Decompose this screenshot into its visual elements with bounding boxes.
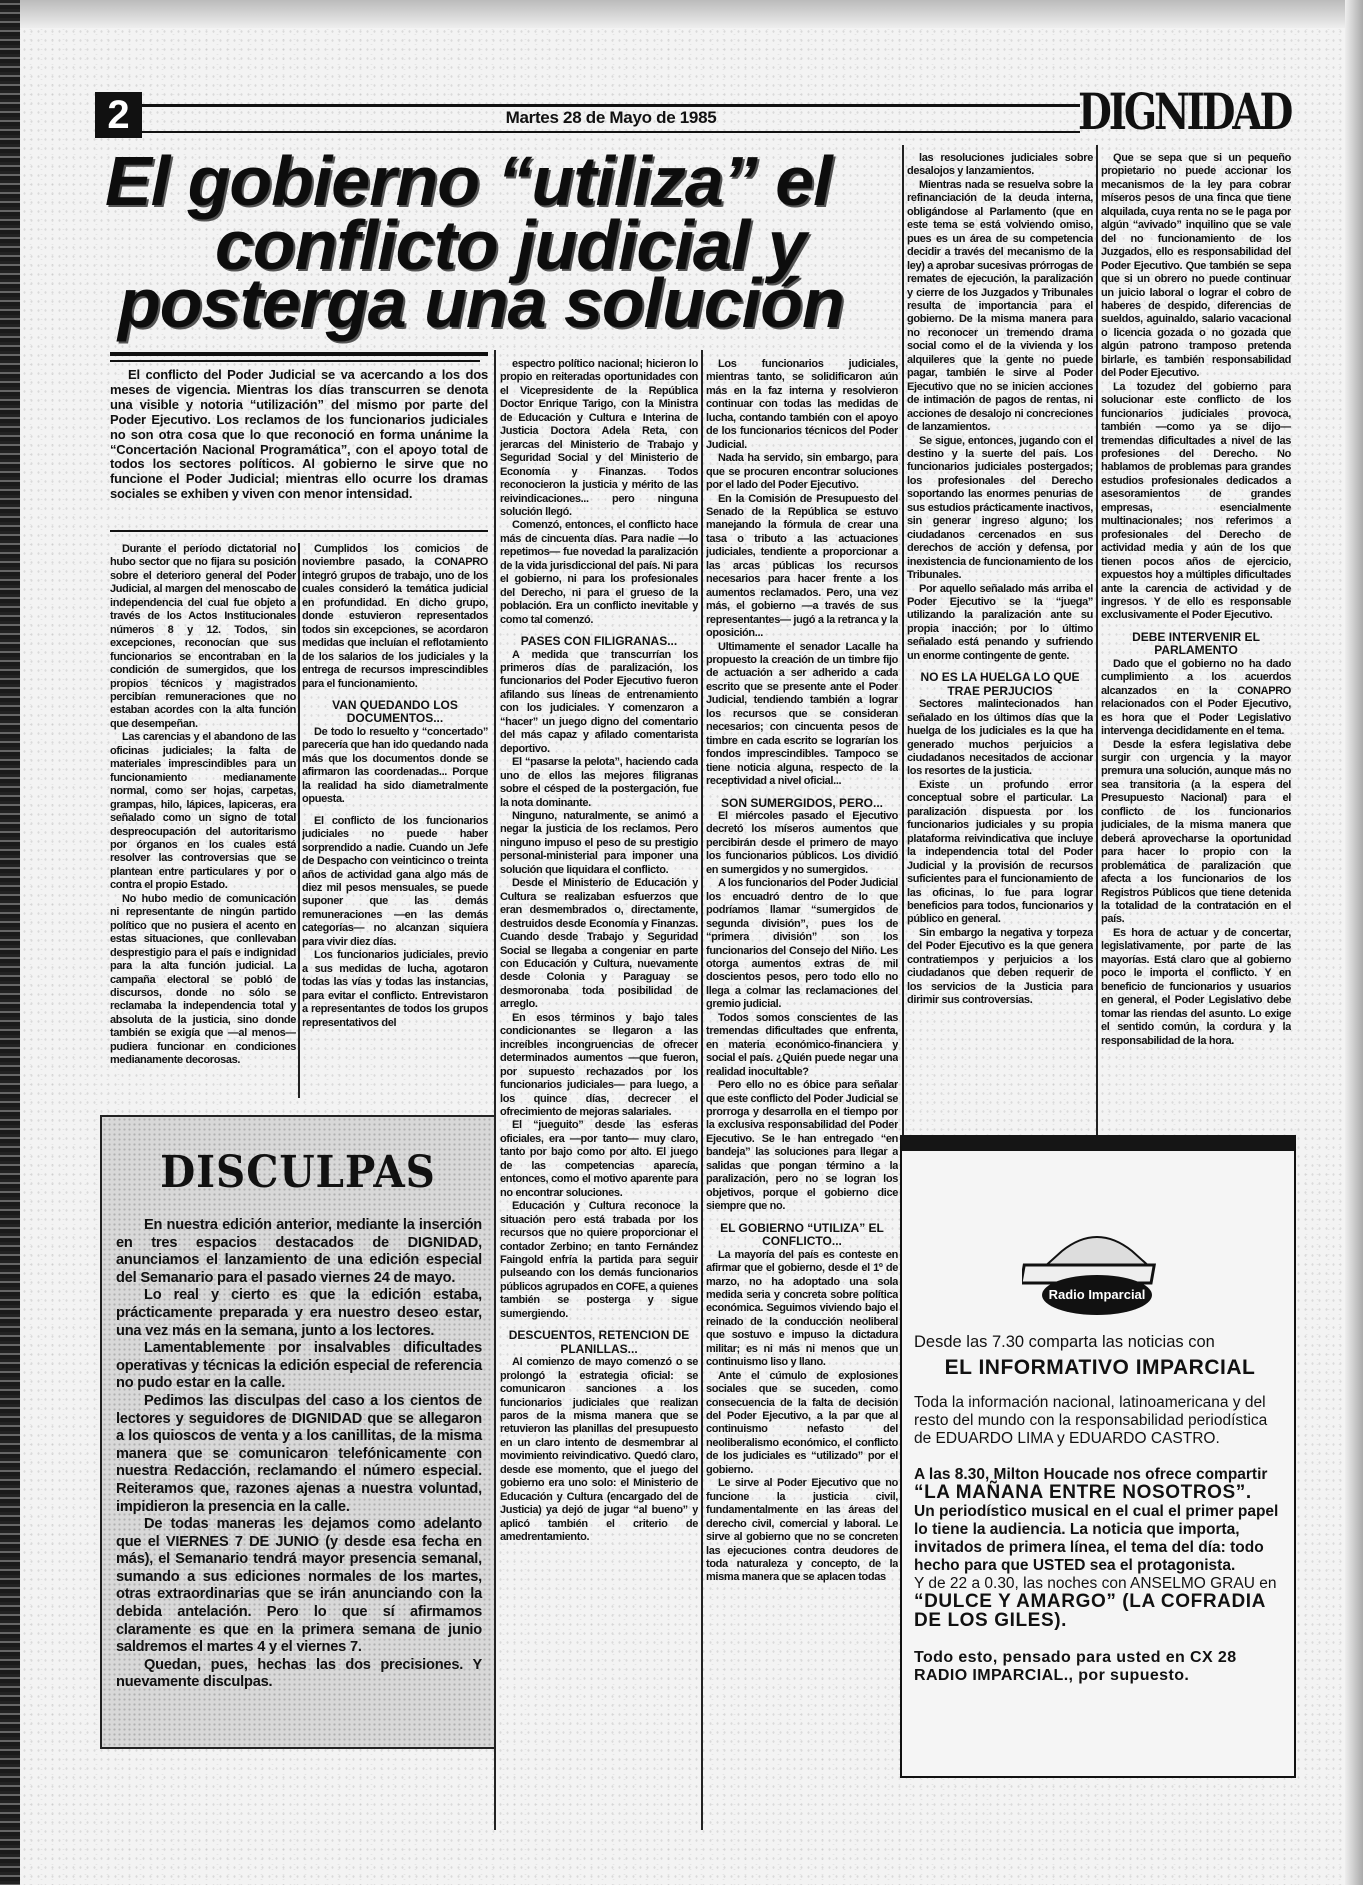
paragraph: Quedan, pues, hechas las dos precisiones. Y nuevamente disculpas.	[116, 1656, 482, 1691]
divider	[110, 360, 480, 362]
paragraph: las resoluciones judiciales sobre desalojos y lanzamientos.	[907, 152, 1093, 178]
ad-line-3: Y de 22 a 0.30, las noches con ANSELMO GRAU en	[914, 1575, 1277, 1592]
paragraph: El “jueguito” desde las esferas oficiales, era —por tanto— muy claro, tanto por bajo como por alto. El juego de las competencias aparecía, entonces, como el motivo aparente para no encontrar soluciones.	[500, 1119, 698, 1199]
masthead-rule	[142, 104, 1080, 107]
paragraph: De todas maneras les dejamos como adelanto que el VIERNES 7 DE JUNIO (y desde esa fecha en más), el Semanario tendrá mayor presencia semanal, sumando a sus ediciones normales de los martes, otras extraordinarias que se irán anunciando con la debida antelación. Pero lo que sí afirmamos claramente es que en la primera semana de junio saldremos el martes 4 y el viernes 7.	[116, 1516, 482, 1656]
paragraph: Pero ello no es óbice para señalar que este conflicto del Poder Judicial se prorroga y desarrolla en el tiempo por la exclusiva responsabilidad del Poder Ejecutivo. Se le han entregado “en bandeja” las soluciones para llegar a salidas que pongan término a la paralización, pero no se logran los objetivos, porque el gobierno dice siempre que no.	[706, 1079, 898, 1213]
paragraph: Por aquello señalado más arriba el Poder Ejecutivo se la “juega” utilizando la paralización ante su propia inacción; por lo último señalado está penando y sufriendo un enorme contingente de gente.	[907, 582, 1093, 662]
column-e	[907, 152, 1093, 1132]
paragraph: Lo real y cierto es que la edición estaba, prácticamente preparada y era nuestro deseo estar, una vez más en la semana, junto a los lectores.	[116, 1287, 482, 1339]
scan-top-edge	[0, 0, 1363, 28]
paragraph: Sin embargo la negativa y torpeza del Poder Ejecutivo es la que genera contratiempos y perjuicios a los ciudadanos que deben requerir de los servicios de la Justicia para dirimir sus controversias.	[907, 926, 1093, 1007]
paragraph: Durante el período dictatorial no hubo sector que no fijara su posición sobre el deterioro general del Poder Judicial, al margen del menoscabo de independencia del cual fue objeto a través de los Actos Institucionales números 8 y 12. Todos, sin excepciones, reconocían que sus funcionarios se encontraban en la condición de sumergidos, que los propios técnicos y magistrados percibían remuneraciones que no estaban acordes con la alta función que desempeñan.	[110, 543, 296, 730]
masthead-rule	[142, 131, 1080, 133]
disculpas-box	[100, 1115, 496, 1749]
paragraph: De todo lo resuelto y “concertado” parecería que han ido quedando nada más que los documentos donde se afirmaron las coordenadas... Porque la realidad ha sido diametralmente opuesta.	[302, 725, 488, 806]
disculpas-title: DISCULPAS	[160, 1147, 436, 1198]
ad-program-dulce-amargo: “DULCE Y AMARGO” (LA COFRADIA DE LOS GILES).	[914, 1591, 1266, 1631]
subheading: VAN QUEDANDO LOS DOCUMENTOS...	[332, 697, 458, 726]
paragraph: En nuestra edición anterior, mediante la inserción en tres espacios destacados de DIGNIDAD, anunciamos el lanzamiento de una edición especial del Semanario para el pasado viernes 24 de mayo.	[116, 1217, 482, 1286]
paragraph: Los funcionarios judiciales, mientras tanto, se solidificaron aún más en la faz interna y resolvieron continuar con todas las medidas de lucha, contando también con el apoyo de los funcionarios técnicos del Poder Judicial.	[706, 358, 898, 451]
column-a	[110, 543, 296, 1098]
column-f	[1101, 152, 1291, 1132]
paragraph: Ninguno, naturalmente, se animó a negar la justicia de los reclamos. Pero ninguno impuso el peso de su prestigio personal-ministerial para imponer una solución que liquidara el conflicto.	[500, 810, 698, 876]
column-rule	[298, 543, 300, 1098]
scan-right-edge	[1345, 0, 1363, 1885]
paragraph: Mientras nada se resuelva sobre la refinanciación de la deuda interna, obligándose al Parlamento (que en este tema se está volviendo omiso, pues es un área de su competencia decidir a través del mecanismo de la ley) a aprobar sucesivas prórrogas de remates de ejecución, la paralización y cierre de los Juzgados y Tribunales resulta de importancia para el gobierno. De la misma manera para no reconocer un tremendo drama social como el de la vivienda y los alquileres que la gente no puede pagar, también le sirve al Poder Ejecutivo que no se inicien acciones de intimación de pagos de rentas, ni acciones de desalojo ni concreciones de lanzamientos.	[907, 178, 1093, 434]
paragraph: Las carencias y el abandono de las oficinas judiciales; la falta de materiales imprescindibles para un funcionamiento medianamente normal, como ser hojas, carpetas, grampas, hilo, lápices, lapiceras, era señalado como un signo de total despreocupación del autoritarismo por órganos en los cuales está resolver las controversias que se plantean entre particulares y por o contra el propio Estado.	[110, 731, 296, 892]
paragraph: espectro político nacional; hicieron lo propio en reiteradas oportunidades con el Vicepresidente de la República Doctor Enrique Tarigo, con la Ministra de Educación y Cultura e Interina de Justicia Doctora Adela Reta, con jerarcas del Ministerio de Trabajo y Seguridad Social y del Ministerio de Economía y Finanzas. Todos reconocieron la justicia y mérito de las reivindicaciones... pero ninguna solución llegó.	[500, 358, 698, 518]
column-rule	[1096, 145, 1098, 1135]
paragraph: Dado que el gobierno no ha dado cumplimiento a los acuerdos alcanzados en la CONAPRO relacionados con el Poder Ejecutivo, es hora que el Poder Legislativo intervenga decididamente en el tema.	[1101, 657, 1291, 738]
paragraph: Cumplidos los comicios de noviembre pasado, la CONAPRO integró grupos de trabajo, uno de los cuales consideró la temática judicial en profundidad. En dicho grupo, donde estuvieron representados todos sin excepciones, se acordaron medidas que incluían el reflotamiento de los salarios de los judiciales y la entrega de recursos imprescindibles para el funcionamiento.	[302, 543, 488, 690]
ad-closing: Todo esto, pensado para usted en CX 28 RADIO IMPARCIAL., por supuesto.	[914, 1649, 1237, 1684]
paragraph: El “pasarse la pelota”, haciendo cada uno de ellos las mejores filigranas sobre el césped de la postergación, fue la nota dominante.	[500, 756, 698, 809]
column-rule	[701, 350, 703, 1830]
newspaper-logo: DIGNIDAD	[1078, 82, 1291, 141]
paragraph: Al comienzo de mayo comenzó o se prolongó la estrategia oficial: se comunicaron sanciones a los funcionarios judiciales que realizan paros de la misma manera que se retuvieron las planillas del presupuesto en un claro intento de desmembrar al movimiento reivindicativo. Quedó claro, desde ese momento, que el juego del gobierno era uno solo: el Ministerio de Educación y Cultura (encargado del de Justicia) ya dejó de jugar “al bueno” y aplicó también el criterio de amedrentamiento.	[500, 1356, 698, 1544]
headline-line-1: El gobierno “utiliza” el	[105, 142, 832, 220]
paragraph: Los funcionarios judiciales, previo a sus medidas de lucha, agotaron todas las vías y todas las instancias, para evitar el conflicto. Entrevistaron a representantes de todos los grupos representativos del	[302, 949, 488, 1029]
paragraph: El conflicto de los funcionarios judiciales no puede haber sorprendido a nadie. Cuando un Jefe de Despacho con veinticinco o treinta años de actividad gana algo más de diez mil pesos mensuales, se puede suponer que las demás remuneraciones —en las demás categorías— no alcanzan siquiera para vivir diez días.	[302, 814, 488, 948]
paragraph: Que se sepa que si un pequeño propietario no puede accionar los mecanismos de la ley para cobrar míseros pesos de una finca que tiene alquilada, cuya renta no se le paga por algún “avivado” inquilino que se vale del no funcionamiento de los Juzgados, ello es responsabilidad del Poder Ejecutivo. Que también se sepa que si un obrero no puede continuar un juicio laboral o lograr el cobro de haberes de despido, diferencias de sueldos, aguinaldo, salario vacacional o licencia gozada o no gozada que algún patrono tramposo pretenda birlarle, es también responsabilidad del Poder Ejecutivo.	[1101, 152, 1291, 380]
paragraph: Educación y Cultura reconoce la situación pero está trabada por los recursos que no quiere proporcionar el contador Zerbino; en tanto Fernández Faingold enfría la partida para seguir pulseando con los demás funcionarios públicos agrupados en COFE, a quienes también se posterga y sigue sumergiendo.	[500, 1200, 698, 1320]
disculpas-body	[116, 1217, 482, 1692]
radio-imparcial-ad	[900, 1135, 1296, 1778]
column-d	[706, 358, 898, 1833]
subheading: DESCUENTOS, RETENCION DE PLANILLAS...	[508, 1328, 690, 1356]
headline-line-3: posterga una solución	[118, 264, 844, 342]
radio-imparcial-logo-icon	[1022, 1221, 1172, 1321]
subheading: DEBE INTERVENIR EL PARLAMENTO	[1132, 629, 1260, 658]
subheading: NO ES LA HUELGA LO QUE TRAE PERJUCIOS	[920, 670, 1080, 698]
paragraph: Se sigue, entonces, jugando con el destino y la suerte del país. Los funcionarios judiciales postergados; los profesionales del Derecho soportando las enormes penurias de sus estudios prácticamente inactivos, sin generar ingreso alguno; los ciudadanos cercenados en sus derechos de acción y defensa, por inexistencia de funcionamiento de los Tribunales.	[907, 434, 1093, 582]
ad-desc-1: Toda la información nacional, latinoamericana y del resto del mundo con la responsabilidad periodística de EDUARDO LIMA y EDUARDO CASTRO.	[914, 1394, 1268, 1447]
scan-left-edge	[0, 0, 20, 1885]
subheading: PASES CON FILIGRANAS...	[520, 634, 678, 649]
paragraph: Desde la esfera legislativa debe surgir con urgencia y la mayor premura una solución, aunque más no sea transitoria (a la espera del Presupuesto Nacional) para el conflicto de los funcionarios judiciales, de la misma manera que deberá aprovecharse la oportunidad para hacer lo propio con la problemática de paralización que afecta a los funcionarios de los Registros Públicos que tiene detenida la totalidad de la contratación en el país.	[1101, 738, 1291, 926]
paragraph: La tozudez del gobierno para solucionar este conflicto de los funcionarios judiciales provoca, también —como ya se dijo— tremendas dificultades a nivel de las profesiones del Derecho. No hablamos de problemas para grandes estudios profesionales dedicados a asesoramientos de grandes empresas, esencialmente multinacionales; nos referimos a profesionales del Derecho de actividad media y aún de los que tienen pocos años de ejercicio, expuestos hoy a múltiples dificultades ante la carencia de actividad y de ingresos. Y de ello es responsable exclusivamente el Poder Ejecutivo.	[1101, 380, 1291, 622]
lead-paragraph: El conflicto del Poder Judicial se va acercando a los dos meses de vigencia. Mientras los días transcurren se denota una visible y notoria “utilización” del mismo por parte del Poder Ejecutivo. Los reclamos de los funcionarios judiciales no son otra cosa que lo que reconoció en forma unánime la “Concertación Nacional Programática”, con el apoyo total de todos los sectores políticos. Al gobierno le sirve que no funcione el Poder Judicial; mientras ello ocurre los dramas sociales se exhiben y viven con menor intensidad.	[110, 367, 488, 502]
paragraph: Desde el Ministerio de Educación y Cultura se realizaban esfuerzos que eran desmembrados o, directamente, destruidos desde Economía y Finanzas. Cuando desde Trabajo y Seguridad Social se llegaba a congeniar en parte con Educación y Cultura, nuevamente desde Colonia y Paraguay se desmoronaba toda posibilidad de arreglo.	[500, 877, 698, 1011]
paragraph: A los funcionarios del Poder Judicial los encuadró dentro de lo que podríamos llamar “sumergidos de segunda división”, pues los de “primera división” son los funcionarios del Consejo del Niño. Les otorga aumentos extras de mil doscientos pesos, pero todo ello no llega a colmar las reclamaciones del gremio judicial.	[706, 877, 898, 1011]
paragraph: Es hora de actuar y de concertar, legislativamente, por parte de las mayorías. Está claro que al gobierno poco le importa el conflicto. Y en beneficio de funcionarios y usuarios en general, el Poder Legislativo debe tomar las riendas del asunto. Lo exige el sentido común, la cordura y la responsabilidad de la hora.	[1101, 926, 1291, 1047]
ad-program-manana: “LA MAÑANA ENTRE NOSOTROS”.	[914, 1482, 1252, 1503]
ad-desc-2: Un periodístico musical en el cual el primer papel lo tiene la audiencia. La noticia que importa, invitados de primera línea, el tema del día: todo hecho para que USTED sea el protagonista.	[914, 1503, 1279, 1574]
paragraph: Ante el cúmulo de explosiones sociales que se suceden, como consecuencia de la falta de decisión del Poder Ejecutivo, a la par que al continuismo nefasto del neoliberalismo económico, el conflicto de los judiciales es “utilizado” por el gobierno.	[706, 1369, 898, 1476]
subheading: SON SUMERGIDOS, PERO...	[720, 795, 884, 810]
paragraph: Ultimamente el senador Lacalle ha propuesto la creación de un timbre fijo de actuación a ser adherido a cada escrito que se presente ante el Poder Judicial, tendiendo también a lograr los recursos que se consideran necesarios; con cincuenta pesos de timbre en cada escrito se lograrían los fondos imprescindibles. Tampoco se tiene noticia alguna, respecto de la receptividad a nivel oficial...	[706, 640, 898, 788]
ad-line-1: Desde las 7.30 comparta las noticias con	[914, 1333, 1215, 1351]
paragraph: Lamentablemente por insalvables dificultades operativas y técnicas la edición especial de referencia no pudo estar en la calle.	[116, 1340, 482, 1392]
ad-line-2: A las 8.30, Milton Houcade nos ofrece compartir	[914, 1466, 1268, 1483]
paragraph: Sectores malintecionados han señalado en los últimos días que la huelga de los judiciales es la que ha generado muchos perjuicios a ciudadanos necesitados de accionar los resortes de la justicia.	[907, 698, 1093, 778]
paragraph: No hubo medio de comunicación ni representante de ningún partido político que no pusiera el acento en estas situaciones, que conllevaban desprestigio para el país e indignidad para la alta función judicial. La campaña electoral se pobló de discursos, donde no sólo se reclamaba la independencia total y absoluta de la justicia, sino donde también se exigía que —al menos— pudiera funcionar en condiciones medianamente decorosas.	[110, 892, 296, 1067]
column-b	[302, 543, 488, 1098]
paragraph: Nada ha servido, sin embargo, para que se procuren encontrar soluciones por el lado del Poder Ejecutivo.	[706, 452, 898, 492]
paragraph: Pedimos las disculpas del caso a los cientos de lectores y seguidores de DIGNIDAD que se allegaron a los quioscos de venta y a los canillitas, de la misma manera que se comunicaron telefónicamente con nuestra Redacción, reclamando el número especial. Reiteramos que, razones ajenas a nuestra voluntad, impidieron la presencia en la calle.	[116, 1392, 482, 1515]
issue-date: Martes 28 de Mayo de 1985	[505, 108, 717, 127]
column-rule	[902, 145, 904, 1135]
article-lead	[110, 368, 488, 502]
page-number: 2	[95, 92, 142, 138]
paragraph: Comenzó, entonces, el conflicto hace más de cincuenta días. Para nadie —lo repetimos— fue novedad la paralización de la vida jurisdiccional del país. Ni para el gobierno, ni para los profesionales del Derecho, ni para el grueso de la población. Era un conflicto inevitable y como tal comenzó.	[500, 519, 698, 626]
paragraph: A medida que transcurrían los primeros días de paralización, los funcionarios del Poder Ejecutivo fueron afilando sus líneas de entrenamiento con los judiciales. Y comenzaron a “hacer” un juego digno del comentario del más capaz y afilado comentarista deportivo.	[500, 648, 698, 755]
headline-line-2: conflicto judicial y	[215, 206, 806, 284]
divider	[110, 352, 488, 356]
paragraph: Le sirve al Poder Ejecutivo que no funcione la justicia civil, fundamentalmente en las áreas del derecho civil, comercial y laboral. Le sirve al gobierno que no se concreten las ejecuciones contra deudores de toda naturaleza y concepto, de la misma manera que se aplacen todas	[706, 1477, 898, 1584]
svg-text:Radio Imparcial: Radio Imparcial	[1048, 1287, 1146, 1302]
paragraph: La mayoría del país es conteste en afirmar que el gobierno, desde el 1º de marzo, no ha adoptado una sola medida seria y concreta sobre política económica. Seguimos viviendo bajo el reinado de la conducción neoliberal que sostuvo e impuso la dictadura militar; es ni más ni menos que un continuismo liso y llano.	[706, 1248, 898, 1369]
paragraph: Existe un profundo error conceptual sobre el particular. La paralización dispuesta por los funcionarios judiciales y su propia plataforma reivindicativa que incluye la independencia total del Poder Judicial y la provisión de recursos suficientes para el funcionamiento de las oficinas, lo fue para lograr beneficios para todos, funcionarios y público en general.	[907, 778, 1093, 926]
paragraph: Todos somos conscientes de las tremendas dificultades que enfrenta, en materia económico-financiera y social el país. ¿Quién puede negar una realidad inocultable?	[706, 1011, 898, 1078]
paragraph: El miércoles pasado el Ejecutivo decretó los míseros aumentos que percibirán desde el primero de mayo los funcionarios públicos. Los dividió en sumergidos y no sumergidos.	[706, 810, 898, 876]
subheading: EL GOBIERNO “UTILIZA” EL CONFLICTO...	[720, 1220, 884, 1249]
paragraph: En la Comisión de Presupuesto del Senado de la República se estuvo manejando la fórmula de crear una tasa o tributo a las actuaciones judiciales, tendiente a proporcionar a las arcas públicas los recursos necesarios para hacer frente a los aumentos reclamados. Pero, una vez más, el gobierno —a través de sus representantes— jugó a la retranca y la oposición...	[706, 492, 898, 640]
column-c	[500, 358, 698, 1833]
paragraph: En esos términos y bajo tales condicionantes se llegaron a las increíbles incongruencias de ofrecer determinados aumentos —que fueron, por supuesto rechazados por los funcionarios judiciales— para luego, a los quince días, decrecer el ofrecimiento de mejoras salariales.	[500, 1011, 698, 1118]
divider	[110, 530, 488, 532]
ad-program-informativo: EL INFORMATIVO IMPARCIAL	[944, 1356, 1256, 1379]
